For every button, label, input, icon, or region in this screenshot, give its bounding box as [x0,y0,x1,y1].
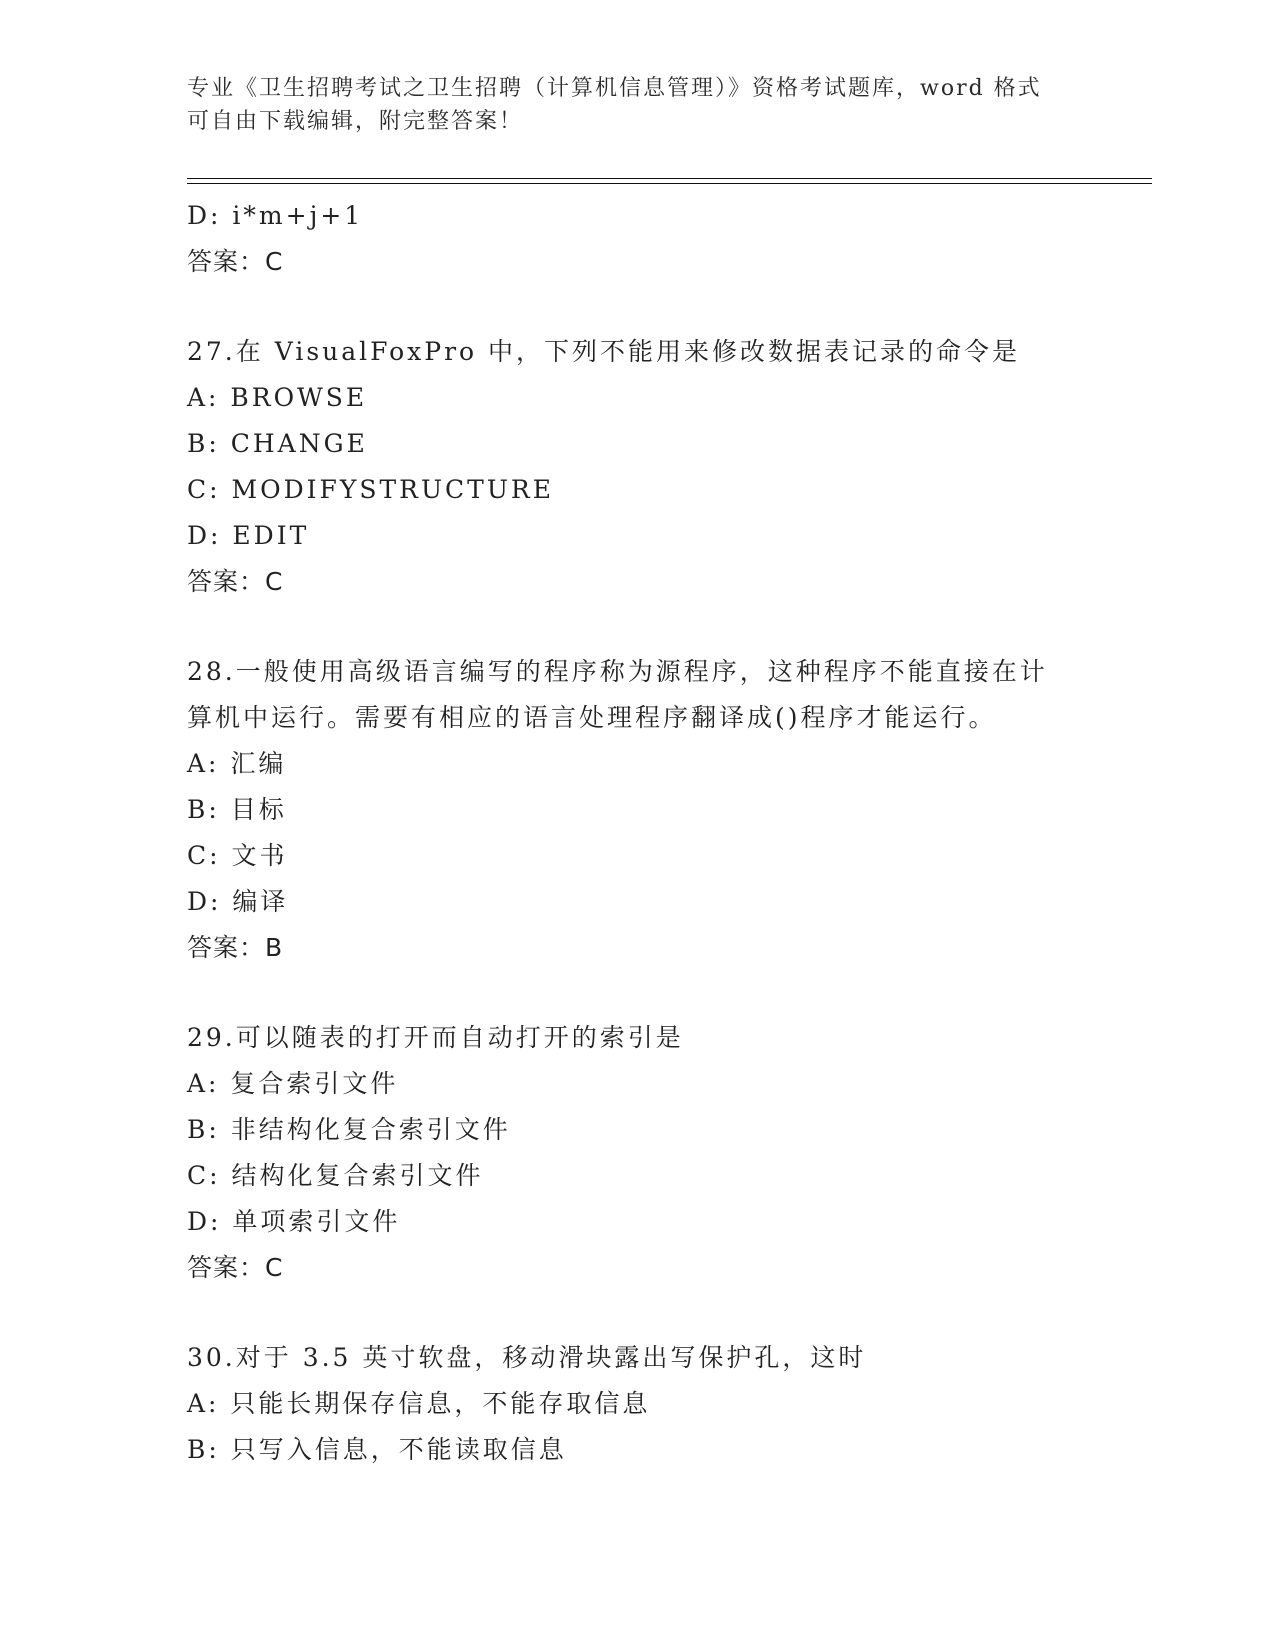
question-28 [187,649,1152,971]
question-list [187,193,1152,1473]
option-b: B: 只写入信息，不能读取信息 [187,1435,567,1464]
question-stem-line2: 算机中运行。需要有相应的语言处理程序翻译成()程序才能运行。 [187,703,997,732]
header-title-line2: 可自由下载编辑，附完整答案！ [187,109,524,134]
answer-line: 答案：B [187,933,284,962]
question-stem: 29.可以随表的打开而自动打开的索引是 [187,1023,684,1052]
option-c: C: MODIFYSTRUCTURE [187,475,555,504]
answer-line: 答案：C [187,247,284,276]
question-stem: 27.在 VisualFoxPro 中，下列不能用来修改数据表记录的命令是 [187,337,1021,366]
option-d: D: 单项索引文件 [187,1207,401,1236]
question-30 [187,1335,1152,1473]
spacer [187,605,1152,649]
spacer [187,971,1152,1015]
spacer [187,1291,1152,1335]
question-29 [187,1015,1152,1291]
option-c: C: 结构化复合索引文件 [187,1161,484,1190]
question-stem-line1: 28.一般使用高级语言编写的程序称为源程序，这种程序不能直接在计 [187,657,1048,686]
option-b: B: 目标 [187,795,287,824]
option-b: B: CHANGE [187,429,368,458]
header-title-line1: 专业《卫生招聘考试之卫生招聘（计算机信息管理）》资格考试题库，word 格式 [187,76,1042,101]
document-header [187,72,1087,138]
option-a: A: BROWSE [187,383,368,412]
option-d: D: 编译 [187,887,289,916]
question-27 [187,329,1152,605]
spacer [187,285,1152,329]
answer-line: 答案：C [187,567,284,596]
option-a: A: 只能长期保存信息，不能存取信息 [187,1389,651,1418]
header-divider-top [187,178,1152,179]
question-stem: 30.对于 3.5 英寸软盘，移动滑块露出写保护孔，这时 [187,1343,867,1372]
option-d: D: i*m+j+1 [187,201,364,230]
answer-line: 答案：C [187,1253,284,1282]
option-a: A: 汇编 [187,749,287,778]
option-d: D: EDIT [187,521,310,550]
header-divider-bottom [187,183,1152,184]
option-c: C: 文书 [187,841,288,870]
option-a: A: 复合索引文件 [187,1069,399,1098]
option-b: B: 非结构化复合索引文件 [187,1115,511,1144]
